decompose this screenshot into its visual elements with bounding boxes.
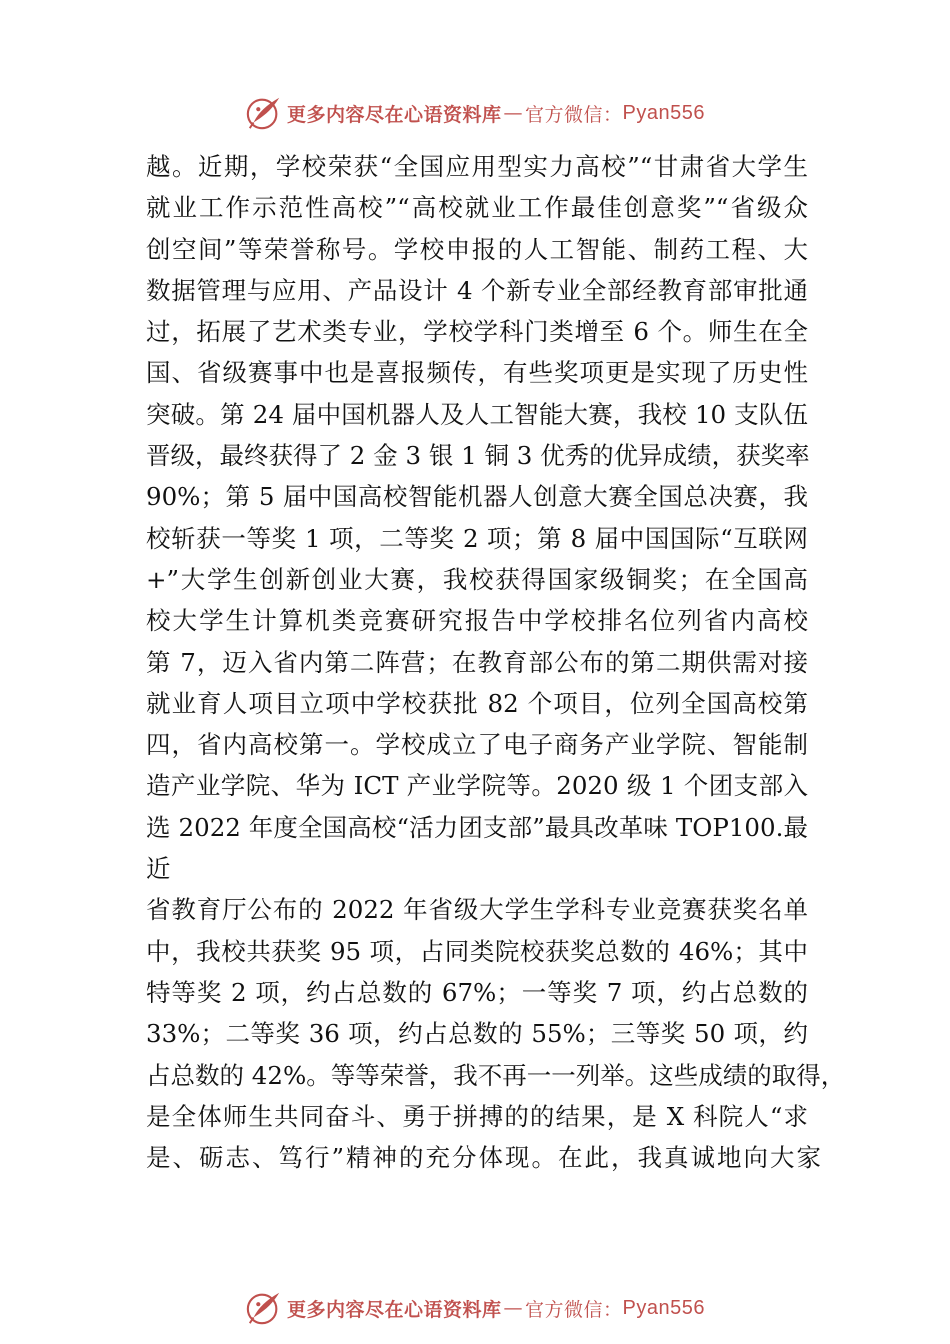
body-line: 90%；第 5 届中国高校智能机器人创意大赛全国总决赛，我 bbox=[146, 482, 808, 512]
watermark-dash: — bbox=[503, 102, 524, 124]
body-line: 突破。第 24 届中国机器人及人工智能大赛，我校 10 支队伍 bbox=[146, 399, 808, 429]
watermark-wechat-label: 官方微信： bbox=[525, 1298, 623, 1321]
feather-pen-logo-icon bbox=[245, 1289, 283, 1327]
body-line: 特等奖 2 项，约占总数的 67%；一等奖 7 项，约占总数的 bbox=[146, 977, 808, 1007]
body-line: 校大学生计算机类竞赛研究报告中学校排名位列省内高校 bbox=[146, 606, 808, 636]
feather-pen-logo-icon bbox=[245, 94, 283, 132]
body-line: +”大学生创新创业大赛，我校获得国家级铜奖；在全国高 bbox=[146, 564, 808, 594]
watermark-wechat-label: 官方微信： bbox=[525, 103, 623, 126]
body-line: 过，拓展了艺术类专业，学校学科门类增至 6 个。师生在全 bbox=[146, 317, 808, 347]
body-line: 中，我校共获奖 95 项，占同类院校获奖总数的 46%；其中 bbox=[146, 936, 808, 966]
footer-watermark bbox=[0, 1288, 950, 1328]
watermark-site-name: 更多内容尽在心语资料库 bbox=[287, 103, 502, 126]
body-line: 数据管理与应用、产品设计 4 个新专业全部经教育部审批通 bbox=[146, 275, 808, 305]
body-line: 越。近期，学校荣获“全国应用型实力高校”“甘肃省大学生 bbox=[146, 152, 808, 181]
body-line: 就业工作示范性高校”“高校就业工作最佳创意奖”“省级众 bbox=[146, 193, 808, 223]
body-line: 是、砺志、笃行”精神的充分体现。在此，我真诚地向大家 bbox=[146, 1143, 824, 1173]
body-line: 晋级，最终获得了 2 金 3 银 1 铜 3 优秀的优异成绩，获奖率 bbox=[146, 441, 810, 471]
body-line: 选 2022 年度全国高校“活力团支部”最具改革味 TOP100.最 bbox=[146, 812, 808, 842]
body-line: 占总数的 42%。等等荣誉，我不再一一列举。这些成绩的取得， bbox=[146, 1060, 846, 1090]
body-line: 国、省级赛事中也是喜报频传，有些奖项更是实现了历史性 bbox=[146, 358, 808, 388]
document-body bbox=[146, 146, 846, 1178]
body-line: 造产业学院、华为 ICT 产业学院等。2020 级 1 个团支部入 bbox=[146, 771, 808, 801]
body-line: 第 7，迈入省内第二阵营；在教育部公布的第二期供需对接 bbox=[146, 647, 808, 677]
body-line: 四，省内高校第一。学校成立了电子商务产业学院、智能制 bbox=[146, 730, 808, 760]
body-line: 是全体师生共同奋斗、勇于拼搏的的结果，是 X 科院人“求 bbox=[146, 1101, 808, 1131]
body-line: 33%；二等奖 36 项，约占总数的 55%；三等奖 50 项，约 bbox=[146, 1019, 808, 1049]
body-line: 校斩获一等奖 1 项，二等奖 2 项；第 8 届中国国际“互联网 bbox=[146, 523, 808, 553]
header-watermark bbox=[0, 93, 950, 133]
body-line: 近 bbox=[146, 854, 171, 884]
body-line: 就业育人项目立项中学校获批 82 个项目，位列全国高校第 bbox=[146, 688, 808, 718]
watermark-wechat-id: Pyan556 bbox=[622, 1296, 705, 1319]
body-line: 省教育厅公布的 2022 年省级大学生学科专业竞赛获奖名单 bbox=[146, 895, 808, 925]
body-line: 创空间”等荣誉称号。学校申报的人工智能、制药工程、大 bbox=[146, 234, 808, 264]
watermark-site-name: 更多内容尽在心语资料库 bbox=[287, 1298, 502, 1321]
watermark-wechat-id: Pyan556 bbox=[622, 101, 705, 124]
watermark-dash: — bbox=[503, 1297, 524, 1319]
